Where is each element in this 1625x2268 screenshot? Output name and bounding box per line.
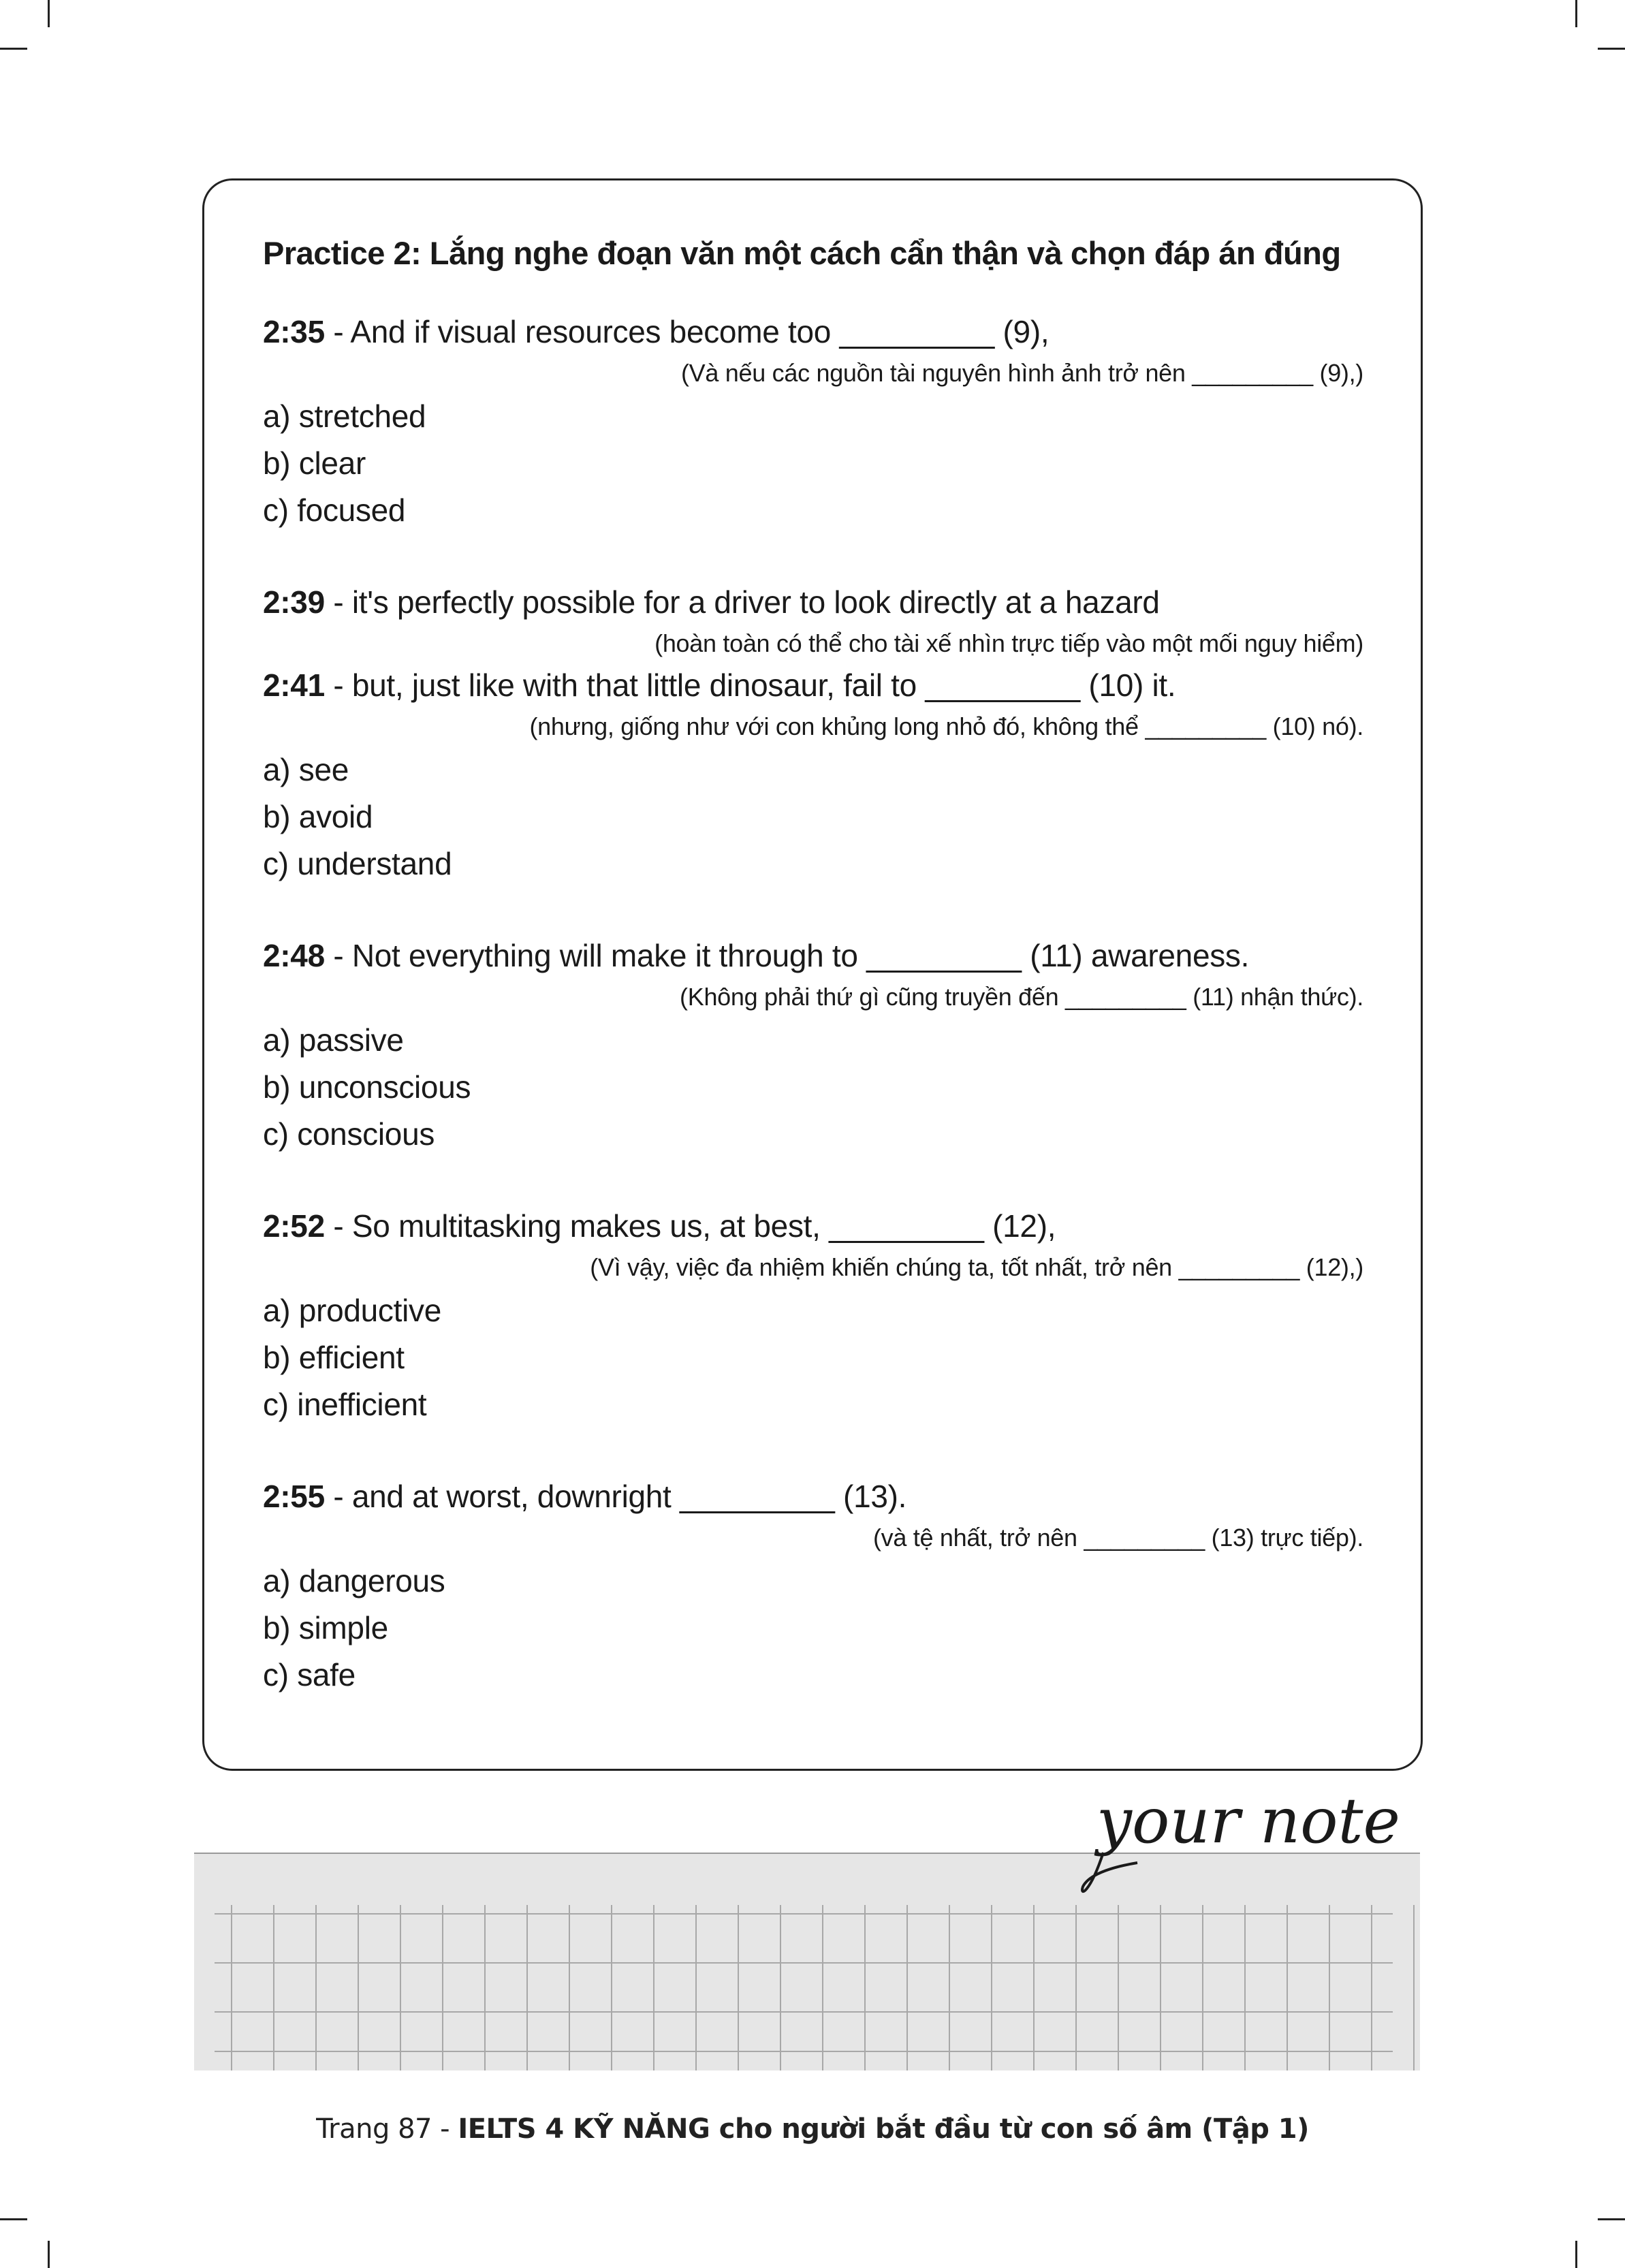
answer-option[interactable]: a) stretched — [263, 398, 426, 435]
spacer — [263, 1158, 1363, 1204]
timestamp: 2:55 — [263, 1479, 325, 1515]
transcript-line — [263, 1475, 1363, 1518]
answer-option[interactable]: a) dangerous — [263, 1563, 445, 1599]
timestamp: 2:35 — [263, 314, 325, 350]
question-block — [263, 580, 1363, 887]
translation: (Vì vậy, việc đa nhiệm khiến chúng ta, tốt nhất, trở nên _________ (12),) — [590, 1253, 1363, 1282]
footer-page: Trang 87 - — [316, 2113, 458, 2145]
translation: (và tệ nhất, trở nên _________ (13) trực tiếp). — [872, 1524, 1363, 1552]
transcript-text: - So multitasking makes us, at best, _________ (12), — [324, 1208, 1056, 1244]
timestamp: 2:41 — [263, 667, 325, 704]
timestamp: 2:48 — [263, 938, 325, 974]
crop-mark — [48, 2241, 50, 2268]
answer-option[interactable]: b) unconscious — [263, 1069, 471, 1105]
translation: (hoàn toàn có thể cho tài xế nhìn trực tiếp vào một mối nguy hiểm) — [654, 629, 1363, 658]
answer-option[interactable]: a) passive — [263, 1022, 404, 1058]
translation: (Không phải thứ gì cũng truyền đến _________ (11) nhận thức). — [680, 983, 1363, 1011]
crop-mark — [1575, 0, 1577, 27]
question-block — [263, 934, 1363, 1158]
answer-option[interactable]: b) clear — [263, 445, 366, 482]
crop-mark — [0, 48, 27, 50]
transcript-text: - but, just like with that little dinosaur, fail to _________ (10) it. — [324, 667, 1176, 704]
question-block — [263, 1475, 1363, 1699]
crop-mark — [1598, 48, 1625, 50]
footer-book-title: IELTS 4 KỸ NĂNG cho người bắt đầu từ con số âm (Tập 1) — [458, 2113, 1309, 2145]
answer-option[interactable]: c) understand — [263, 846, 452, 882]
transcript-text: - and at worst, downright _________ (13). — [324, 1479, 907, 1515]
transcript-text: - it's perfectly possible for a driver to look directly at a hazard — [324, 584, 1160, 620]
your-note-text: your note — [1097, 1784, 1400, 1857]
crop-mark — [48, 0, 50, 27]
timestamp: 2:39 — [263, 584, 325, 620]
transcript-line — [263, 934, 1363, 977]
answer-option[interactable]: c) focused — [263, 492, 406, 529]
answer-option[interactable]: c) safe — [263, 1657, 356, 1693]
transcript-text: - Not everything will make it through to _________ (11) awareness. — [324, 938, 1250, 974]
timestamp: 2:52 — [263, 1208, 325, 1244]
answer-option[interactable]: c) conscious — [263, 1116, 435, 1152]
question-list — [263, 310, 1363, 1699]
answer-option[interactable]: a) productive — [263, 1293, 442, 1329]
transcript-line — [263, 580, 1363, 624]
answer-option[interactable]: b) efficient — [263, 1340, 405, 1376]
answer-option[interactable]: c) inefficient — [263, 1387, 427, 1423]
translation: (nhưng, giống như với con khủng long nhỏ đó, không thể _________ (10) nó). — [529, 712, 1363, 741]
translation: (Và nếu các nguồn tài nguyên hình ảnh trở nên _________ (9),) — [680, 359, 1363, 388]
page-footer — [0, 2113, 1625, 2145]
answer-option[interactable]: b) avoid — [263, 799, 373, 835]
crop-mark — [0, 2218, 27, 2220]
your-note-label — [1076, 1778, 1430, 1900]
spacer — [263, 887, 1363, 934]
page-title: Practice 2: Lắng nghe đoạn văn một cách cẩn thận và chọn đáp án đúng — [263, 235, 1341, 271]
answer-option[interactable]: b) simple — [263, 1610, 388, 1646]
exercise-content — [263, 235, 1363, 1699]
crop-mark — [1598, 2218, 1625, 2220]
answer-option[interactable]: a) see — [263, 752, 349, 788]
question-block — [263, 310, 1363, 534]
transcript-line — [263, 663, 1363, 707]
spacer — [263, 1428, 1363, 1475]
transcript-line — [263, 310, 1363, 353]
question-block — [263, 1204, 1363, 1428]
spacer — [263, 534, 1363, 580]
transcript-text: - And if visual resources become too _________ (9), — [324, 314, 1050, 350]
transcript-line — [263, 1204, 1363, 1248]
crop-mark — [1575, 2241, 1577, 2268]
